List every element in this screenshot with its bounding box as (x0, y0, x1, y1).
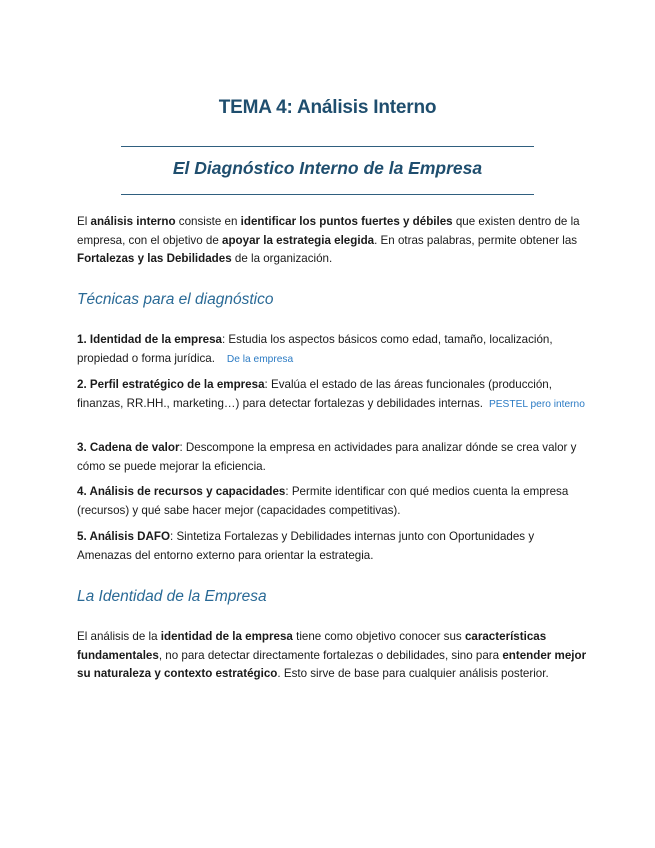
subtitle: El Diagnóstico Interno de la Empresa (172, 158, 483, 178)
list-item-3: 3. Cadena de valor: Descompone la empresa en actividades para analizar dónde se crea valor y cómo se puede mejorar la eficiencia. (77, 441, 577, 473)
list-item-1: 1. Identidad de la empresa: Estudia los aspectos básicos como edad, tamaño, localización, propiedad o forma jurídica. De la empresa (77, 333, 553, 365)
section-heading-identity: La Identidad de la Empresa (77, 588, 267, 605)
divider-bottom (121, 194, 534, 195)
identity-paragraph: El análisis de la identidad de la empresa tiene como objetivo conocer sus características fundamentales, no para detectar directamente fortalezas o debilidades, sino para entender mejor su naturaleza y contexto estratégico. Esto sirve de base para cualquier análisis posterior. (77, 630, 587, 680)
divider-top (121, 146, 534, 147)
page-title: TEMA 4: Análisis Interno (218, 97, 437, 118)
annotation-note: De la empresa (226, 353, 294, 365)
list-item-4: 4. Análisis de recursos y capacidades: Permite identificar con qué medios cuenta la empresa (recursos) y qué sabe hacer mejor (capacidades competitivas). (77, 485, 569, 517)
intro-paragraph: El análisis interno consiste en identificar los puntos fuertes y débiles que existen dentro de la empresa, con el objetivo de apoyar la estrategia elegida. En otras palabras, permite obtener las Fortalezas y las Debilidades de la organización. (77, 215, 580, 265)
list-item-5: 5. Análisis DAFO: Sintetiza Fortalezas y Debilidades internas junto con Oportunidades y Amenazas del entorno externo para orientar la estrategia. (77, 530, 535, 562)
list-item-2: 2. Perfil estratégico de la empresa: Evalúa el estado de las áreas funcionales (producción, finanzas, RR.HH., marketing…) para detectar fortalezas y debilidades internas. PESTEL pero interno (77, 378, 585, 410)
section-heading-techniques: Técnicas para el diagnóstico (77, 291, 274, 308)
annotation-note: PESTEL pero interno (488, 398, 585, 410)
